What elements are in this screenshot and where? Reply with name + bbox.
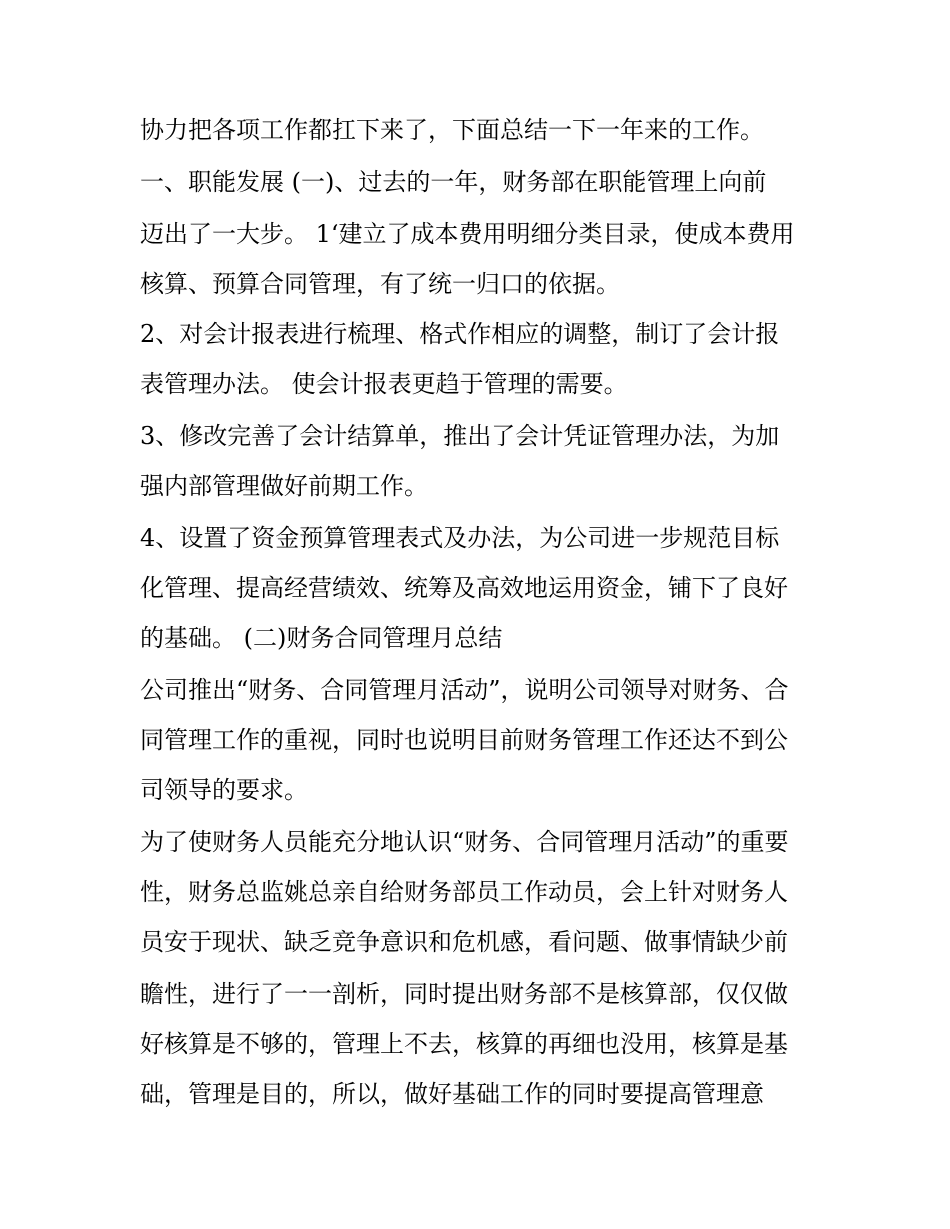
text-line: 好核算是不够的，管理上不去，核算的再细也没用，核算是基 [140,1030,788,1058]
text-line: 迈出了一大步。 1‘建立了成本费用明细分类目录，使成本费用 [140,220,795,248]
text-line: 强内部管理做好前期工作。 [140,472,428,500]
text-line: 表管理办法。 使会计报表更趋于管理的需要。 [140,370,628,398]
text-line: 4、设置了资金预算管理表式及办法，为公司进一步规范目标 [140,524,780,552]
text-line: 为了使财务人员能充分地认识“财务、合同管理月活动”的重要 [140,828,789,856]
text-line: 同管理工作的重视，同时也说明目前财务管理工作还达不到公 [140,726,788,754]
text-line: 瞻性，进行了一一剖析，同时提出财务部不是核算部，仅仅做 [140,980,788,1008]
text-line: 司领导的要求。 [140,776,308,804]
text-line: 3、修改完善了会计结算单，推出了会计凭证管理办法，为加 [140,422,780,450]
text-line: 性，财务总监姚总亲自给财务部员工作动员，会上针对财务人 [140,878,788,906]
text-line: 的基础。 (二)财务合同管理月总结 [140,624,503,652]
text-line: 公司推出“财务、合同管理月活动”，说明公司领导对财务、合 [140,676,789,704]
text-line: 础，管理是目的，所以，做好基础工作的同时要提高管理意 [140,1080,764,1108]
text-line: 核算、预算合同管理，有了统一归口的依据。 [140,270,620,298]
text-line: 一、职能发展 (一)、过去的一年，财务部在职能管理上向前 [140,168,767,196]
text-line: 协力把各项工作都扛下来了，下面总结一下一年来的工作。 [140,116,764,144]
text-line: 员安于现状、缺乏竞争意识和危机感，看问题、做事情缺少前 [140,928,788,956]
text-line: 2、对会计报表进行梳理、格式作相应的调整，制订了会计报 [140,320,780,348]
text-line: 化管理、提高经营绩效、统筹及高效地运用资金，铺下了良好 [140,574,788,602]
